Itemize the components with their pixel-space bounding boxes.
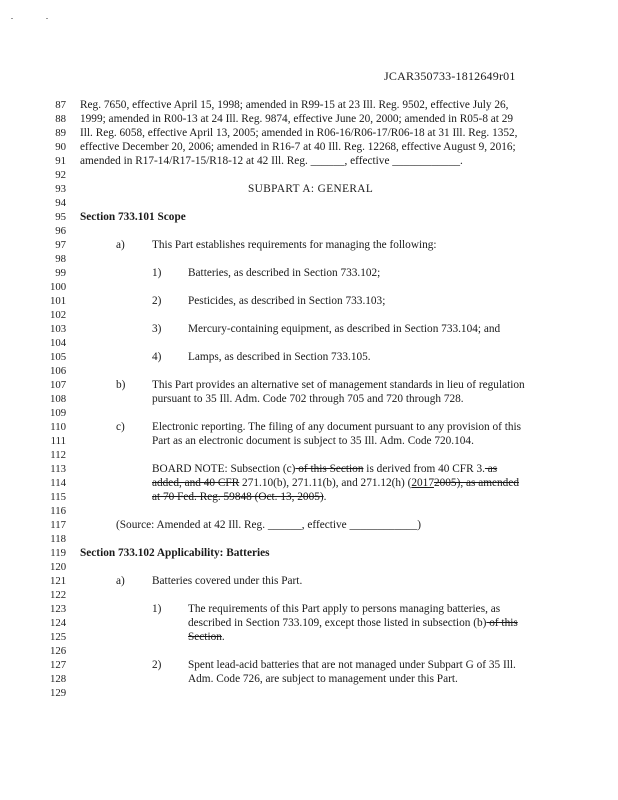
- item-text: pursuant to 35 Ill. Adm. Code 702 through 705 and 720 through 728.: [152, 393, 464, 405]
- item-text: Part as an electronic document is subject to 35 Ill. Adm. Code 720.104.: [152, 435, 474, 447]
- line-number: 120: [50, 561, 67, 573]
- line-number: 119: [50, 547, 66, 559]
- document-id: JCAR350733-1812649r01: [384, 69, 516, 83]
- line-number: 95: [55, 211, 66, 223]
- line-number: 106: [50, 365, 67, 377]
- line-number: 91: [55, 155, 66, 167]
- line-number: 122: [50, 589, 67, 601]
- line-number: 121: [50, 575, 67, 587]
- line-number: 129: [50, 687, 67, 699]
- sub-item-text: Pesticides, as described in Section 733.103;: [188, 295, 386, 307]
- board-note-line: BOARD NOTE: Subsection (c) of this Section is derived from 40 CFR 3. as: [152, 463, 498, 475]
- sub-item-text: Batteries, as described in Section 733.102;: [188, 267, 381, 279]
- item-label: a): [116, 239, 125, 251]
- sub-item-number: 2): [152, 659, 162, 671]
- board-note-line: at 70 Fed. Reg. 59848 (Oct. 13, 2005).: [152, 491, 327, 503]
- scan-speck: [11, 18, 13, 19]
- line-number: 126: [50, 645, 67, 657]
- line-number: 107: [50, 379, 67, 391]
- line-number: 104: [50, 337, 67, 349]
- line-number: 92: [55, 169, 66, 181]
- item-label: b): [116, 379, 126, 391]
- line-number: 102: [50, 309, 67, 321]
- line-number: 88: [55, 113, 66, 125]
- line-number: 101: [50, 295, 67, 307]
- line-number: 114: [50, 477, 66, 489]
- line-number: 105: [50, 351, 67, 363]
- line-number: 89: [55, 127, 66, 139]
- line-number: 127: [50, 659, 67, 671]
- line-number: 96: [55, 225, 66, 237]
- sub-item-text: The requirements of this Part apply to persons managing batteries, as: [188, 603, 501, 615]
- subpart-title: SUBPART A: GENERAL: [248, 183, 374, 195]
- section-heading: Section 733.101 Scope: [80, 211, 186, 223]
- item-label: c): [116, 421, 125, 433]
- scan-speck: [46, 18, 48, 19]
- board-note-line: added, and 40 CFR 271.10(b), 271.11(b), and 271.12(h) (20172005), as amended: [152, 477, 519, 489]
- line-number: 97: [55, 239, 66, 251]
- line-number: 110: [50, 421, 66, 433]
- source-history-line: 1999; amended in R00-13 at 24 Ill. Reg. 9874, effective June 20, 2000; amended in R05-8 at 29: [80, 113, 514, 125]
- line-number: 99: [55, 267, 66, 279]
- sub-item-number: 4): [152, 351, 162, 363]
- sub-item-text: described in Section 733.109, except those listed in subsection (b) of this: [188, 617, 518, 629]
- line-number: 118: [50, 533, 66, 545]
- sub-item-number: 3): [152, 323, 162, 335]
- line-number: 100: [50, 281, 67, 293]
- source-history-line: Reg. 7650, effective April 15, 1998; amended in R99-15 at 23 Ill. Reg. 9502, effective July 26,: [80, 99, 509, 111]
- source-history-line: Ill. Reg. 6058, effective April 13, 2005; amended in R06-16/R06-17/R06-18 at 31 Ill. Reg. 1352,: [80, 127, 518, 139]
- item-text: This Part establishes requirements for managing the following:: [152, 239, 437, 251]
- sub-item-text: Lamps, as described in Section 733.105.: [188, 351, 371, 363]
- line-number: 98: [55, 253, 66, 265]
- line-number: 112: [50, 449, 66, 461]
- line-number: 125: [50, 631, 67, 643]
- line-number: 109: [50, 407, 67, 419]
- sub-item-number: 1): [152, 603, 162, 615]
- sub-item-number: 2): [152, 295, 162, 307]
- line-number: 94: [55, 197, 66, 209]
- line-number: 128: [50, 673, 67, 685]
- sub-item-text: Spent lead-acid batteries that are not managed under Subpart G of 35 Ill.: [188, 659, 516, 671]
- line-number: 124: [50, 617, 67, 629]
- line-number: 108: [50, 393, 67, 405]
- line-number: 93: [55, 183, 66, 195]
- item-text: Electronic reporting. The filing of any document pursuant to any provision of this: [152, 421, 522, 433]
- line-number: 113: [50, 463, 66, 475]
- source-note: (Source: Amended at 42 Ill. Reg. ______, effective ____________): [116, 519, 422, 531]
- source-history-line: effective December 20, 2006; amended in R16-7 at 40 Ill. Reg. 12268, effective August 9, 2016;: [80, 141, 516, 153]
- section-heading: Section 733.102 Applicability: Batteries: [80, 547, 270, 559]
- source-history-line: amended in R17-14/R17-15/R18-12 at 42 Ill. Reg. ______, effective ____________.: [80, 155, 463, 167]
- line-number: 111: [50, 435, 66, 447]
- line-number: 90: [55, 141, 66, 153]
- sub-item-text: Adm. Code 726, are subject to management under this Part.: [188, 673, 458, 685]
- item-text: Batteries covered under this Part.: [152, 575, 303, 587]
- line-number: 116: [50, 505, 66, 517]
- line-number: 103: [50, 323, 67, 335]
- item-text: This Part provides an alternative set of management standards in lieu of regulation: [152, 379, 525, 391]
- item-label: a): [116, 575, 125, 587]
- line-number: 115: [50, 491, 66, 503]
- sub-item-number: 1): [152, 267, 162, 279]
- line-number: 87: [55, 99, 66, 111]
- sub-item-text: Mercury-containing equipment, as described in Section 733.104; and: [188, 323, 501, 335]
- sub-item-text: Section.: [188, 631, 225, 643]
- line-number: 123: [50, 603, 67, 615]
- line-number: 117: [50, 519, 66, 531]
